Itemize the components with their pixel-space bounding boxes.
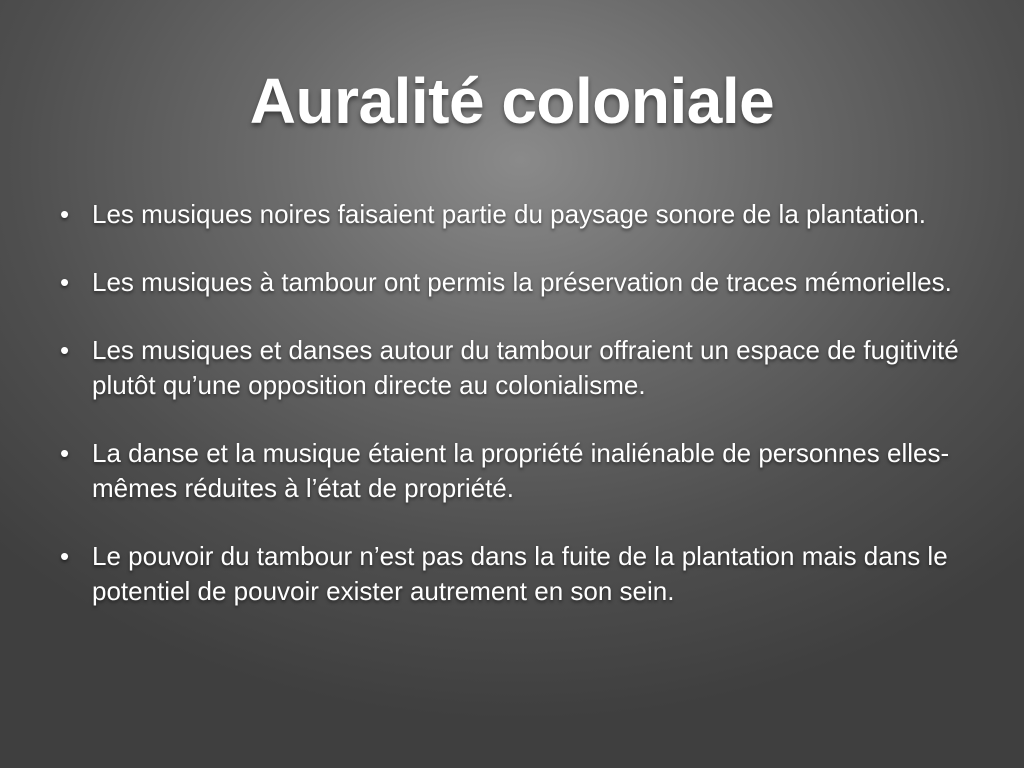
- bullet-item: [60, 436, 960, 506]
- bullet-marker: •: [60, 199, 70, 229]
- bullet-item: [60, 539, 960, 609]
- slide-title: Auralité coloniale: [249, 65, 775, 137]
- bullet-item: [60, 265, 960, 300]
- bullet-item: [60, 333, 960, 403]
- bullet-text: Les musiques et danses autour du tambour offraient un espace de fugitivité plutôt qu’une opposition directe au colonialisme.: [92, 335, 959, 400]
- bullet-marker: •: [60, 541, 70, 571]
- bullet-text: Le pouvoir du tambour n’est pas dans la fuite de la plantation mais dans le potentiel de pouvoir exister autrement en son sein.: [92, 541, 948, 606]
- bullet-marker: •: [60, 438, 70, 468]
- bullet-text: Les musiques noires faisaient partie du paysage sonore de la plantation.: [92, 199, 926, 229]
- bullet-marker: •: [60, 335, 70, 365]
- bullet-marker: •: [60, 267, 70, 297]
- bullet-text: La danse et la musique étaient la propriété inaliénable de personnes elles-mêmes réduites à l’état de propriété.: [92, 438, 950, 503]
- bullet-item: [60, 197, 960, 232]
- bullet-text: Les musiques à tambour ont permis la préservation de traces mémorielles.: [92, 267, 952, 297]
- bullet-list: [60, 197, 960, 642]
